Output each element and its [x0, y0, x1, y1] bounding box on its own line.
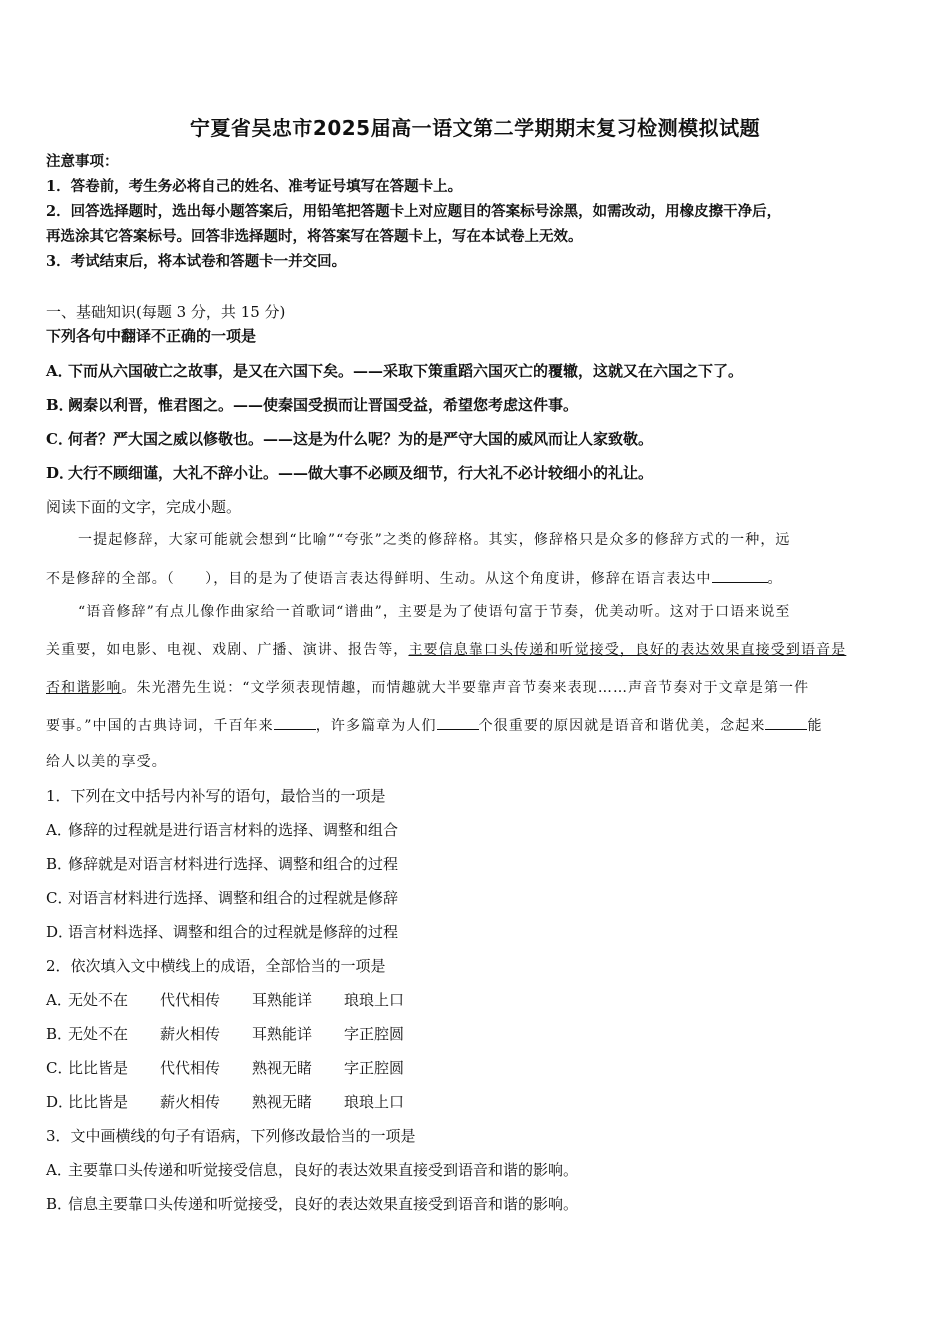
notice-item-3: 3．考试结束后，将本试卷和答题卡一并交回。 [46, 253, 347, 270]
option-letter: D． [46, 1093, 74, 1111]
option-text: 阙秦以利晋，惟君图之。——使秦国受损而让晋国受益，希望您考虑这件事。 [68, 396, 579, 414]
underlined-sentence: 主要信息靠口头传递和听觉接受，良好的表达效果直接受到语音是 [408, 642, 847, 658]
translation-option-d [46, 463, 653, 483]
translation-option-a [46, 361, 743, 381]
idiom: 比比皆是 [68, 1093, 129, 1111]
option-letter: A． [46, 362, 73, 380]
notice-item-2-cont: 再选涂其它答案标号。回答非选择题时，将答案写在答题卡上，写在本试卷上无效。 [46, 228, 583, 245]
option-letter: A． [46, 991, 72, 1009]
idiom: 薪火相传 [160, 1093, 221, 1111]
idiom: 无处不在 [68, 991, 129, 1009]
idiom: 薪火相传 [160, 1025, 221, 1043]
translation-option-c [46, 429, 653, 449]
option-letter: B． [46, 396, 74, 414]
fill-blank [765, 715, 807, 730]
q2-option-b [46, 1024, 404, 1044]
q2-option-d [46, 1092, 404, 1112]
option-text: 何者？严大国之威以修敬也。——这是为什么呢？为的是严守大国的威风而让人家致敬。 [68, 430, 654, 448]
passage-text: 关重要，如电影、电视、戏剧、广播、演讲、报告等， [46, 642, 409, 658]
idiom: 字正腔圆 [344, 1059, 405, 1077]
q3-option-a [46, 1160, 578, 1180]
option-letter: A． [46, 1161, 72, 1179]
option-text: 主要靠口头传递和听觉接受信息，良好的表达效果直接受到语音和谐的影响。 [68, 1161, 579, 1179]
idiom: 耳熟能详 [252, 991, 313, 1009]
option-text: 语言材料选择、调整和组合的过程就是修辞的过程 [68, 923, 399, 941]
passage-text: 个很重要的原因就是语音和谐优美，念起来 [478, 718, 766, 734]
q2-option-c [46, 1058, 404, 1078]
passage-text: 能 [807, 718, 823, 734]
option-text: 信息主要靠口头传递和听觉接受，良好的表达效果直接受到语音和谐的影响。 [68, 1195, 579, 1213]
passage-p1-line2 [46, 568, 783, 589]
notice-item-1: 1．答卷前，考生务必将自己的姓名、准考证号填写在答题卡上。 [46, 178, 463, 195]
passage-p2-line3 [46, 678, 809, 698]
passage-text: 要事。”中国的古典诗词，千百年来 [46, 718, 274, 734]
q1-option-d [46, 922, 398, 942]
idiom: 琅琅上口 [344, 991, 405, 1009]
question-1-stem: 1．下列在文中括号内补写的语句，最恰当的一项是 [46, 787, 386, 805]
option-letter: C． [46, 889, 73, 907]
fill-blank [437, 715, 479, 730]
q1-option-c [46, 888, 398, 908]
idiom: 代代相传 [160, 991, 221, 1009]
idiom: 比比皆是 [68, 1059, 129, 1077]
idiom: 代代相传 [160, 1059, 221, 1077]
q1-option-b [46, 854, 398, 874]
question-3-stem: 3．文中画横线的句子有语病，下列修改最恰当的一项是 [46, 1127, 416, 1145]
option-text: 对语言材料进行选择、调整和组合的过程就是修辞 [68, 889, 399, 907]
passage-p2-line4 [46, 715, 823, 736]
idiom: 耳熟能详 [252, 1025, 313, 1043]
option-letter: B． [46, 1025, 73, 1043]
passage-p1-line1: 一提起修辞，大家可能就会想到“比喻”“夸张”之类的修辞格。其实，修辞格只是众多的修辞方式的一种，远 [78, 532, 791, 548]
idiom: 无处不在 [68, 1025, 129, 1043]
notice-item-2: 2．回答选择题时，选出每小题答案后，用铅笔把答题卡上对应题目的答案标号涂黑，如需改动，用橡皮擦干净后， [46, 203, 782, 220]
q1-option-a [46, 820, 398, 840]
idiom: 熟视无睹 [252, 1059, 313, 1077]
passage-text: 不是修辞的全部。（ ），目的是为了使语言表达得鲜明、生动。从这个角度讲，修辞在语言表达中 [46, 571, 712, 587]
reading-instruction: 阅读下面的文字，完成小题。 [46, 498, 242, 516]
section-heading: 一、基础知识(每题 3 分，共 15 分) [46, 303, 286, 321]
option-letter: C． [46, 430, 73, 448]
option-text: 修辞就是对语言材料进行选择、调整和组合的过程 [68, 855, 399, 873]
notice-heading: 注意事项： [46, 153, 119, 170]
idiom: 熟视无睹 [252, 1093, 313, 1111]
q3-option-b [46, 1194, 578, 1214]
option-letter: A． [46, 821, 72, 839]
option-letter: D． [46, 464, 75, 482]
page-title: 宁夏省吴忠市2025届高一语文第二学期期末复习检测模拟试题 [189, 116, 761, 140]
option-letter: B． [46, 855, 73, 873]
idiom: 琅琅上口 [344, 1093, 405, 1111]
passage-p2-line5: 给人以美的享受。 [46, 754, 167, 770]
passage-p2-line2 [46, 640, 846, 660]
option-letter: B． [46, 1195, 73, 1213]
option-text: 下而从六国破亡之故事，是又在六国下矣。——采取下策重蹈六国灭亡的覆辙，这就又在六国之下了。 [68, 362, 744, 380]
fill-blank [712, 568, 768, 583]
option-letter: D． [46, 923, 74, 941]
idiom: 字正腔圆 [344, 1025, 405, 1043]
passage-text: 。朱光潜先生说：“文学须表现情趣，而情趣就大半要靠声音节奏来表现……声音节奏对于文章是第一件 [121, 680, 810, 696]
passage-text: 。 [767, 571, 783, 587]
q2-option-a [46, 990, 404, 1010]
translation-option-b [46, 395, 578, 415]
fill-blank [274, 715, 316, 730]
underlined-sentence: 否和谐影响 [46, 680, 122, 696]
option-text: 大行不顾细谨，大礼不辞小让。——做大事不必顾及细节，行大礼不必计较细小的礼让。 [68, 464, 654, 482]
passage-text: ，许多篇章为人们 [315, 718, 437, 734]
passage-p2-line1: “语音修辞”有点儿像作曲家给一首歌词“谱曲”，主要是为了使语句富于节奏，优美动听。这对于口语来说至 [78, 604, 791, 620]
question-2-stem: 2．依次填入文中横线上的成语，全部恰当的一项是 [46, 957, 386, 975]
option-letter: C． [46, 1059, 73, 1077]
section-question: 下列各句中翻译不正确的一项是 [46, 327, 257, 345]
option-text: 修辞的过程就是进行语言材料的选择、调整和组合 [68, 821, 399, 839]
